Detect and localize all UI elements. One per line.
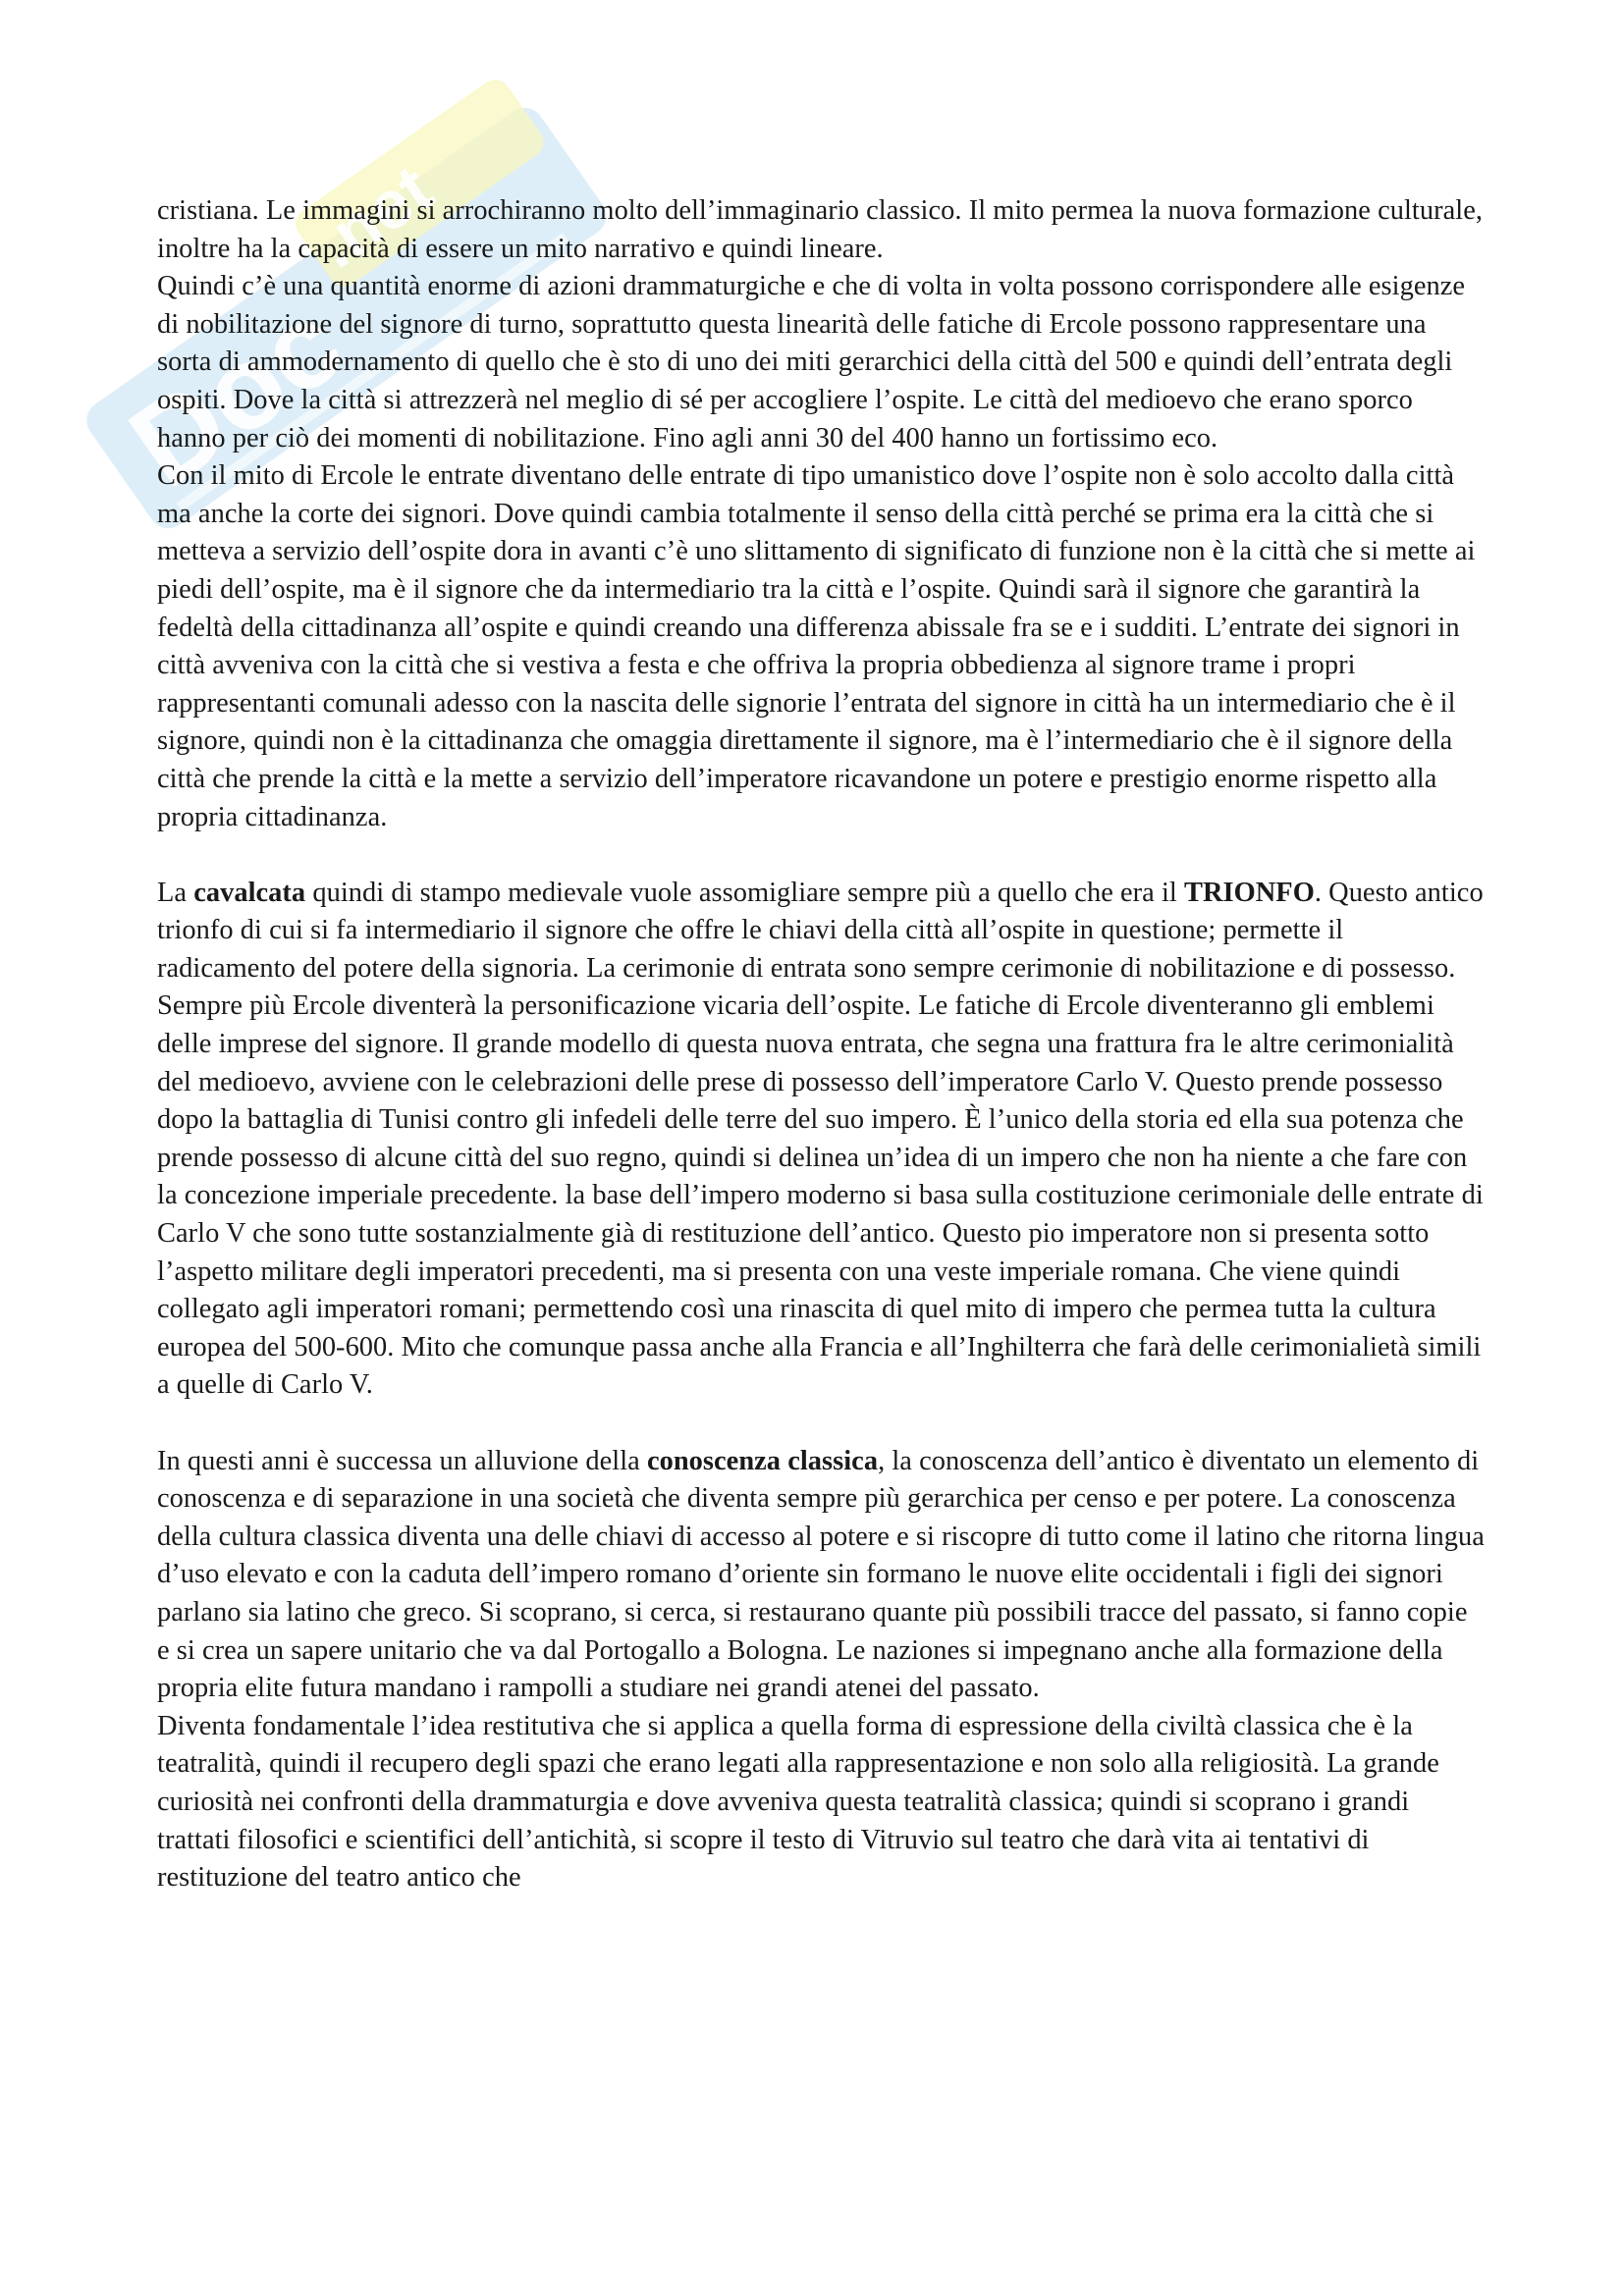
text-segment: , la conoscenza dell’antico è diventato un elemento di conoscenza e di separazione in una società che diventa sempre più gerarchica per censo e per potere. La conoscenza della cultura classica diventa una delle chiavi di accesso al potere e si riscopre di tutto come il latino che ritorna lingua d’uso elevato e con la caduta dell’impero romano d’oriente sin formano le nuove elite occidentali i figli dei signori parlano sia latino che greco. Si scoprano, si cerca, si restaurano quante più possibili tracce del passato, si fanno copie e si crea un sapere unitario che va dal Portogallo a Bologna. Le naziones si impegnano anche alla formazione della propria elite futura mandano i rampolli a studiare nei grandi atenei del passato. [157,1445,1485,1704]
text-segment: Diventa fondamentale l’idea restitutiva che si applica a quella forma di espressione della civiltà classica che è la teatralità, quindi il recupero degli spazi che erano legati alla rappresentazione e non solo alla religiosità. La grande curiosità nei confronti della drammaturgia e dove avveniva questa teatralità classica; quindi si scoprano i grandi trattati filosofici e scientifici dell’antichità, si scopre il testo di Vitruvio sul teatro che darà vita ai tentativi di restituzione del teatro antico che [157,1710,1439,1894]
text-segment: cristiana. Le immagini si arrochiranno molto dell’immaginario classico. Il mito permea la nuova formazione culturale, inoltre ha la capacità di essere un mito narrativo e quindi lineare. [157,195,1484,264]
paragraph-5 [157,1443,1485,1708]
text-segment: La [157,877,194,908]
document-text [157,192,1485,1897]
paragraph-spacer [157,836,1485,875]
text-segment: quindi di stampo medievale vuole assomigliare sempre più a quello che era il [305,877,1184,908]
paragraph-1 [157,192,1485,268]
text-segment: Quindi c’è una quantità enorme di azioni drammaturgiche e che di volta in volta possono corrispondere alle esigenze di nobilitazione del signore di turno, soprattutto questa linearità delle fatiche di Ercole possono rappresentare una sorta di ammodernamento di quello che è sto di uno dei miti gerarchici della città del 500 e quindi dell’entrata degli ospiti. Dove la città si attrezzerà nel meglio di sé per accogliere l’ospite. Le città del medioevo che erano sporco hanno per ciò dei momenti di nobilitazione. Fino agli anni 30 del 400 hanno un fortissimo eco. [157,271,1466,454]
text-segment: Con il mito di Ercole le entrate diventano delle entrate di tipo umanistico dove l’ospite non è solo accolto dalla città ma anche la corte dei signori. Dove quindi cambia totalmente il senso della città perché se prima era la città che si metteva a servizio dell’ospite dora in avanti c’è uno slittamento di significato di funzione non è la città che si mette ai piedi dell’ospite, ma è il signore che da intermediario tra la città e l’ospite. Quindi sarà il signore che garantirà la fedeltà della cittadinanza all’ospite e quindi creando una differenza abissale fra se e i sudditi. L’entrate dei signori in città avveniva con la città che si vestiva a festa e che offriva la propria obbedienza al signore trame i propri rappresentanti comunali adesso con la nascita delle signorie l’entrata del signore in città ha un intermediario che è il signore, quindi non è la cittadinanza che omaggia direttamente il signore, ma è l’intermediario che è il signore della città che prende la città e la mette a servizio dell’imperatore ricavandone un potere e prestigio enorme rispetto alla propria cittadinanza. [157,460,1476,832]
paragraph-3 [157,457,1485,836]
text-segment: In questi anni è successa un alluvione della [157,1445,647,1476]
bold-term: cavalcata [193,877,306,908]
bold-term: conoscenza classica [646,1445,879,1476]
paragraph-4 [157,875,1485,1405]
bold-term: TRIONFO [1183,877,1315,908]
paragraph-6 [157,1708,1485,1897]
paragraph-spacer [157,1405,1485,1443]
svg-text:Doc: Doc [107,276,365,512]
text-segment: . Questo antico trionfo di cui si fa intermediario il signore che offre le chiavi della città all’ospite in questione; permette il radicamento del potere della signoria. La cerimonie di entrata sono sempre cerimonie di nobilitazione e di possesso. Sempre più Ercole diventerà la personificazione vicaria dell’ospite. Le fatiche di Ercole diventeranno gli emblemi delle imprese del signore. Il grande modello di questa nuova entrata, che segna una frattura fra le altre cerimonialità del medioevo, avviene con le celebrazioni delle prese di possesso dell’imperatore Carlo V. Questo prende possesso dopo la battaglia di Tunisi contro gli infedeli delle terre del suo impero. È l’unico della storia ed ella sua potenza che prende possesso di alcune città del suo regno, quindi si delinea un’idea di un impero che non ha niente a che fare con la concezione imperiale precedente. la base dell’impero moderno si basa sulla costituzione cerimoniale delle entrate di Carlo V che sono tutte sostanzialmente già di restituzione dell’antico. Questo pio imperatore non si presenta sotto l’aspetto militare degli imperatori precedenti, ma si presenta con una veste imperiale romana. Che viene quindi collegato agli imperatori romani; permettendo così una rinascita di quel mito di impero che permea tutta la cultura europea del 500-600. Mito che comunque passa anche alla Francia e all’Inghilterra che farà delle cerimonialietà simili a quelle di Carlo V. [157,877,1484,1401]
svg-text:.net: .net [301,149,446,284]
paragraph-2 [157,268,1485,457]
